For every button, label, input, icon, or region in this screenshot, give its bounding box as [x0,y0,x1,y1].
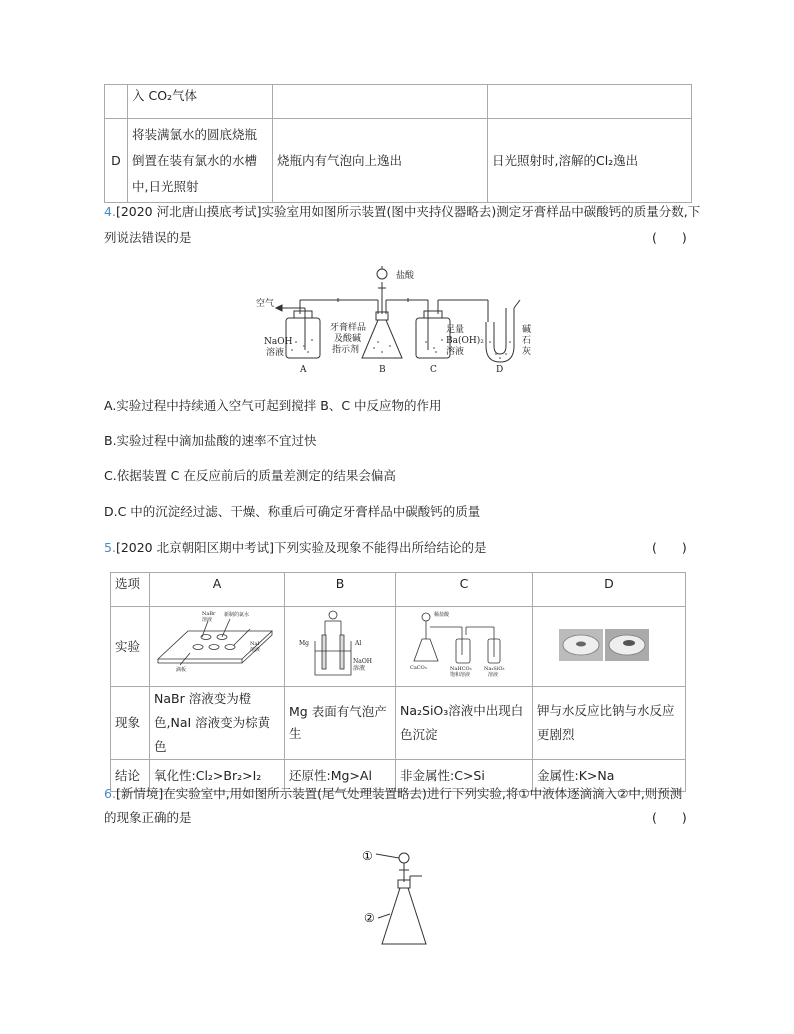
q4-source: [2020 河北唐山摸底考试] [115,204,262,219]
q5-exp-a-cell [150,607,285,687]
q4-answer-paren: ( ) [652,230,687,245]
q5-conc-b: 还原性:Mg>Al [285,760,396,792]
q5-b-sol: 溶液 [353,665,366,672]
q5-c-sol: 溶液 [488,672,499,678]
q5-exp-a-figure [150,607,280,679]
q6-answer-paren: ( ) [652,810,687,825]
q4-fig-a1: NaOH [264,337,293,347]
q5-a-sol2: 溶液 [250,647,261,653]
q6-apparatus-figure [356,846,446,952]
q5-a-nabr: NaBr [202,611,216,617]
q4-option-c: C.依据装置 C 在反应前后的质量差测定的结果会偏高 [104,468,396,483]
q4-stem-line2: 列说法错误的是 [104,230,192,245]
q4-fig-acid: 盐酸 [396,271,415,281]
q5-table [110,572,686,792]
q5-a-chlorine: 新制的氯水 [224,612,250,618]
q4-fig-letter-c: C [430,365,437,375]
q4-fig-c3: 溶液 [446,347,465,357]
q4-option-d: D.C 中的沉淀经过滤、干燥、称重后可确定牙膏样品中碳酸钙的质量 [104,504,481,519]
q4-number: 4. [104,204,116,219]
q5-phen-a: NaBr 溶液变为橙色,NaI 溶液变为棕黄色 [150,687,285,760]
top-table [104,84,692,203]
q4-fig-a2: 溶液 [266,348,285,358]
q5-conc-d: 金属性:K>Na [533,760,686,792]
top-row2-label: D [105,119,128,203]
q5-stem [104,538,487,556]
top-row1-col1: 入 CO₂气体 [128,85,273,119]
q5-phen-d: 钾与水反应比钠与水反应更剧烈 [533,687,686,760]
q4-fig-d1: 碱 [522,325,532,335]
q5-exp-b-figure [285,607,389,679]
q4-fig-letter-d: D [496,365,504,375]
q5-a-sol1: 溶液 [202,617,213,623]
q5-conc-a: 氧化性:Cl₂>Br₂>I₂ [150,760,285,792]
q6-stem1: 在实验室中,用如图所示装置(尾气处理装置略去)进行下列实验,将①中液体逐滴滴入②中,则预测 [163,786,683,801]
q5-number: 5. [104,540,116,555]
q4-fig-air: 空气 [256,299,275,309]
q4-fig-b1: 牙膏样品 [330,323,367,333]
q5-b-naoh: NaOH [353,658,372,665]
q6-number: 6. [104,786,116,801]
q4-option-a: A.实验过程中持续通入空气可起到搅拌 B、C 中反应物的作用 [104,398,442,413]
q5-exp-d-cell [533,607,686,687]
q5-exp-d-figure [533,607,673,679]
q5-a-plate: 滴板 [176,667,187,673]
q4-option-b: B.实验过程中滴加盐酸的速率不宜过快 [104,433,317,448]
q5-a-nai: NaI [250,641,260,647]
q5-conc-c: 非金属性:C>Si [396,760,533,792]
q5-b-al: Al [355,640,362,647]
q4-fig-c1: 足量 [446,325,465,335]
q5-header-c: C [396,573,533,607]
q5-exp-c-cell [396,607,533,687]
q5-phen-b: Mg 表面有气泡产生 [285,687,396,760]
top-row2-col2: 烧瓶内有气泡向上逸出 [273,119,488,203]
q4-fig-letter-b: B [379,365,386,375]
q5-header-b: B [285,573,396,607]
q4-fig-b3: 指示剂 [332,345,360,355]
q5-stem-text: 下列实验及现象不能得出所给结论的是 [273,540,487,555]
q5-c-nahco3: NaHCO₃ [450,666,472,672]
q5-phen-c: Na₂SiO₃溶液中出现白色沉淀 [396,687,533,760]
top-row2-col3: 日光照射时,溶解的Cl₂逸出 [488,119,692,203]
q4-fig-d2: 石 [522,336,532,346]
q5-row-label-conclusion: 结论 [111,760,150,792]
q4-fig-b2: 及酸碱 [334,334,362,344]
q6-stem-line1 [104,784,682,802]
q4-stem-line1 [104,202,700,220]
q5-header-option: 选项 [111,573,150,607]
q4-fig-letter-a: A [300,365,307,375]
q4-stem1: 实验室用如图所示装置(图中夹持仪器略去)测定牙膏样品中碳酸钙的质量分数,下 [261,204,701,219]
q5-exp-b-cell [285,607,396,687]
q4-fig-c2: Ba(OH)₂ [446,336,484,346]
top-row1-col2 [273,85,488,119]
q5-row-label-experiment: 实验 [111,607,150,687]
q5-header-d: D [533,573,686,607]
q5-header-a: A [150,573,285,607]
q5-c-saturated: 饱和溶液 [450,672,471,678]
q4-fig-d3: 灰 [522,347,532,357]
q5-c-acid: 稀盐酸 [434,612,450,618]
q5-exp-c-figure [396,607,526,679]
top-row1-col3 [488,85,692,119]
q5-row-label-phenomenon: 现象 [111,687,150,760]
q6-stem-line2: 的现象正确的是 [104,810,192,825]
q5-b-mg: Mg [299,640,309,647]
top-row1-label [105,85,128,119]
q5-c-caco3: CaCO₃ [410,665,427,671]
q6-label-2: ② [364,911,375,925]
q5-c-na2sio3: Na₂SiO₃ [484,666,505,672]
q6-label-1: ① [362,849,373,863]
q4-apparatus-figure [250,262,550,378]
q6-source: [新情境] [115,786,164,801]
top-row2-col1: 将装满氯水的圆底烧瓶倒置在装有氯水的水槽中,日光照射 [128,119,273,203]
q5-answer-paren: ( ) [652,540,687,555]
q5-source: [2020 北京朝阳区期中考试] [115,540,274,555]
